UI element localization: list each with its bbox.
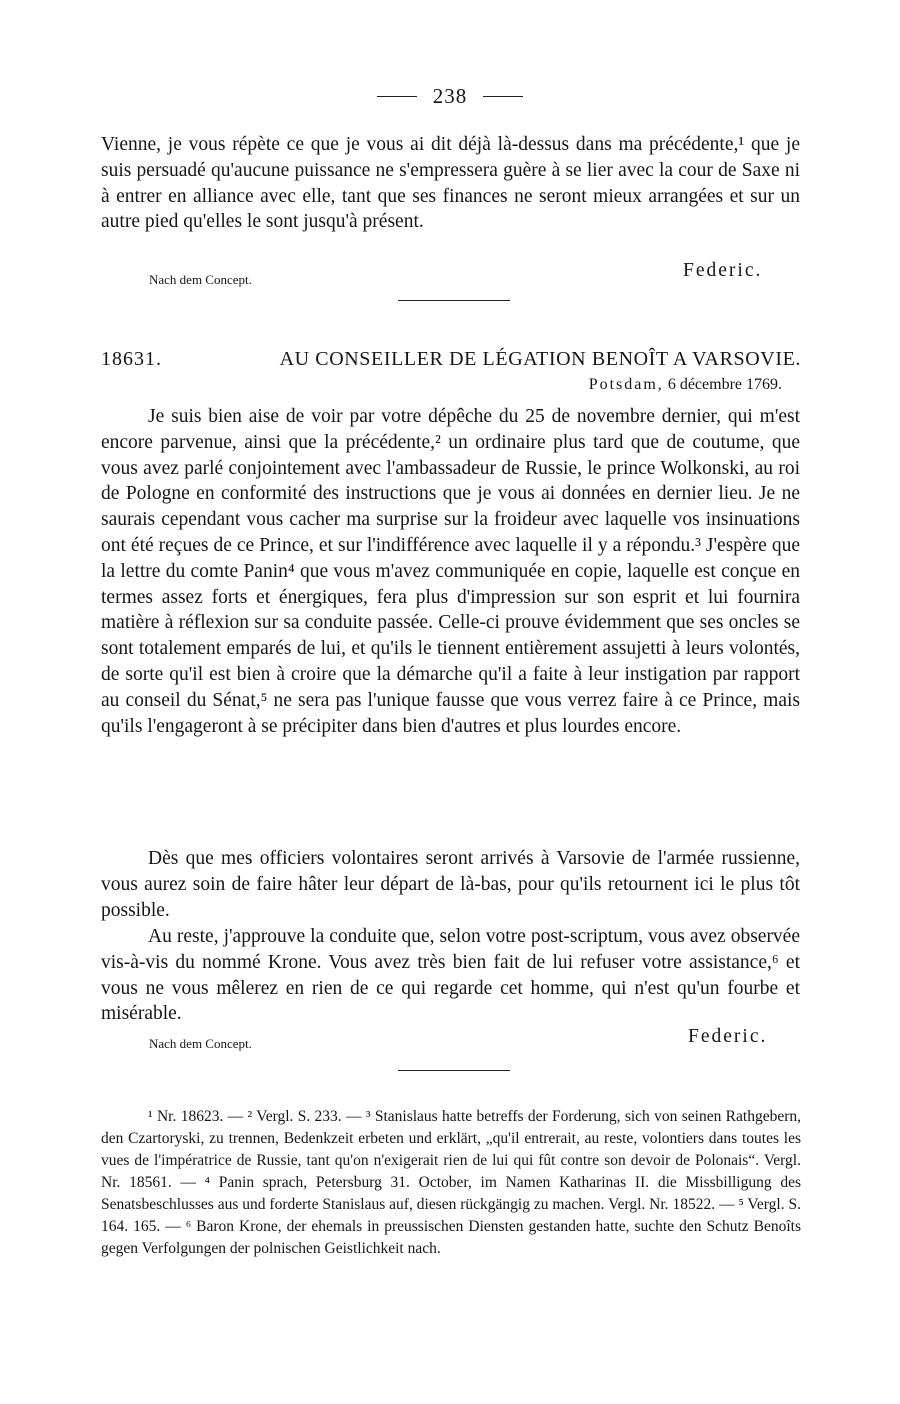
previous-letter-text: Vienne, je vous répète ce que je vous ai dit déjà là-dessus dans ma précédente,¹ que je suis persuadé qu'aucune puissance ne s'empressera guère à se lier avec la cour de Saxe ni à entrer en alliance avec elle, tant que ses finances ne seront mieux arrangées et sur un autre pied qu'elles le sont jusqu'à présent. [101,134,800,233]
letter-paragraph-1: Je suis bien aise de voir par votre dépêche du 25 de novembre dernier, qui m'est encore parvenue, ainsi que la précédente,² un ordinaire plus tard que de coutume, que vous avez parlé conjointement avec l'ambassadeur de Russie, le prince Wolkonski, au roi de Pologne en conformité des instructions que je vous ai données en dernier lieu. Je ne saurais cependant vous cacher ma surprise sur la froideur avec laquelle vos insinuations ont été reçues de ce Prince, et sur l'indifférence avec laquelle il y a répondu.³ J'espère que la lettre du comte Panin⁴ que vous m'avez communiquée en copie, laquelle est conçue en termes assez forts et énergiques, fera plus d'impression sur son esprit et lui fournira matière à réflexion sur sa conduite passée. Celle-ci prouve évidemment que ses oncles se sont totalement emparés de lui, et qu'ils le tiennent entièrement assujetti à leurs volontés, de sorte qu'il est bien à croire que la démarche qu'il a faite à leur instigation par rapport au conseil du Sénat,⁵ ne sera pas l'unique fausse que vous verrez faire à ce Prince, mais qu'ils l'engageront à se précipiter dans bien d'autres et plus lourdes encore. [101,406,800,737]
letter-paragraph-3: Au reste, j'approuve la conduite que, selon votre post-scriptum, vous avez observée vis-à-vis du nommé Krone. Vous avez très bien fait de lui refuser votre assistance,⁶ et vous ne vous mêlerez en rien de ce qui regarde cet homme, qui n'est qu'un fourbe et misérable. [101,926,800,1025]
letter-paragraph-2: Dès que mes officiers volontaires seront arrivés à Varsovie de l'armée russienne, vous aurez soin de faire hâter leur départ de là-bas, pour qu'ils retournent ici le plus tôt possible. [101,848,800,921]
letter-title: AU CONSEILLER DE LÉGATION BENOÎT A VARSOVIE. [279,348,801,370]
letter-number: 18631. [101,348,162,370]
separator-rule-2 [398,1070,510,1071]
letter-date: 6 décembre 1769. [667,376,782,393]
letter-dateline [589,376,782,394]
page-number: 238 [432,84,468,108]
letter-source: Nach dem Concept. [149,1036,252,1051]
letter-heading [101,348,801,371]
header-dash-left [377,96,417,97]
previous-letter-source: Nach dem Concept. [149,272,252,287]
letter-signature: Federic. [688,1026,768,1047]
page-header [0,84,900,109]
previous-letter-signature: Federic. [683,260,763,281]
separator-rule [398,300,510,301]
header-dash-right [483,96,523,97]
letter-place: Potsdam, [588,376,664,393]
footnotes: ¹ Nr. 18623. — ² Vergl. S. 233. — ³ Stanislaus hatte betreffs der Forderung, sich von seinen Rathgebern, den Czartoryski, zu trennen, Bedenkzeit erbeten und erklärt, „qu'il entrerait, au reste, volontiers dans toutes les vues de l'impératrice de Russie, tant qu'on n'exigerait rien de lui qui fût contre son devoir de Polonais“. Vergl. Nr. 18561. — ⁴ Panin sprach, Petersburg 31. October, im Namen Katharinas II. die Missbilligung des Senatsbeschlusses aus und forderte Stanislaus auf, diesen rückgängig zu machen. Vergl. Nr. 18522. — ⁵ Vergl. S. 164. 165. — ⁶ Baron Krone, der ehemals in preussischen Diensten gestanden hatte, suchte den Schutz Benoîts gegen Verfolgungen der polnischen Geistlichkeit nach. [101,1108,801,1257]
